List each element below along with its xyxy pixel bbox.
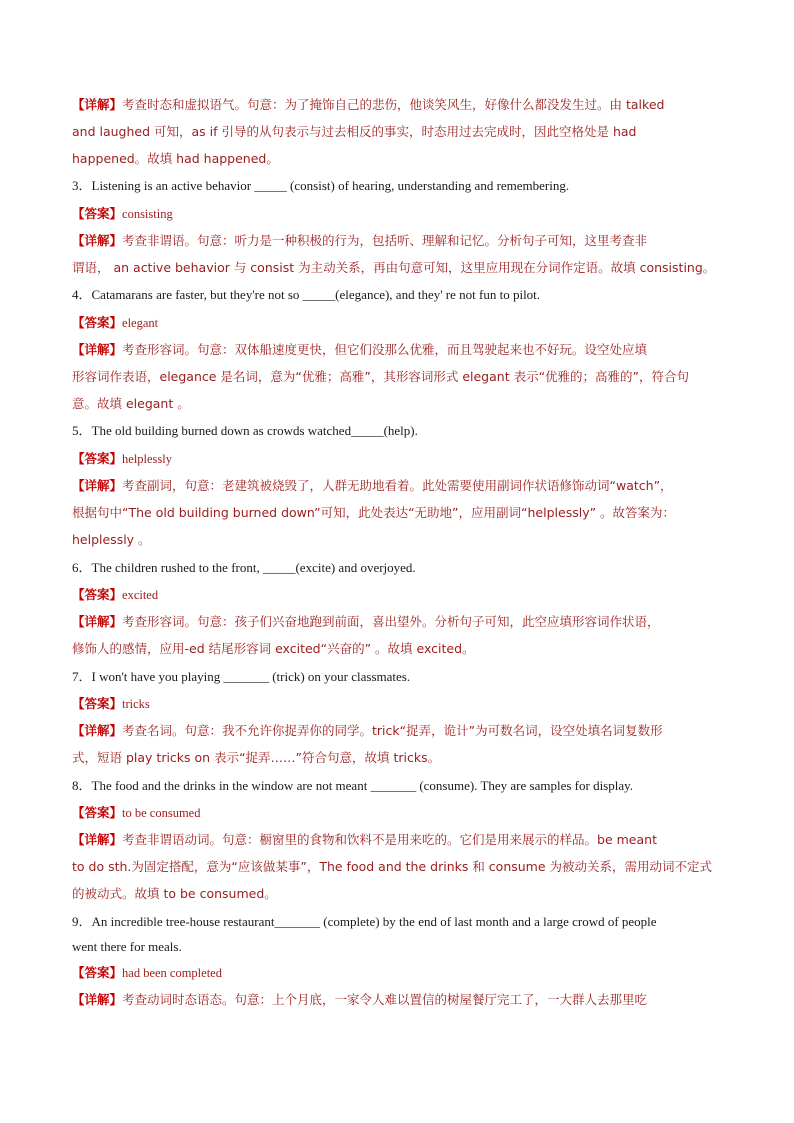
answer-value: to be consumed (122, 806, 201, 820)
answer-line (72, 205, 732, 223)
detail-line: 【详解】考查形容词。句意：孩子们兴奋地跑到前面，喜出望外。分析句子可知，此空应填形容词作状语， (72, 614, 660, 629)
answer-value: excited (122, 588, 159, 602)
question-4: 4．Catamarans are faster, but they're not so _____(elegance), and they' re not fun to pilot. (72, 287, 541, 302)
detail-line: helplessly 。 (72, 532, 151, 547)
detail-line: 谓语， an active behavior 与 consist 为主动关系，再由句意可知，这里应用现在分词作定语。故填 consisting。 (72, 260, 716, 275)
detail-line: 【详解】考查非谓语动词。句意：橱窗里的食物和饮料不是用来吃的。它们是用来展示的样品。be meant (72, 832, 657, 847)
answer-label: 【答案】 (72, 696, 123, 711)
answer-value: tricks (122, 697, 150, 711)
detail-label: 【详解】 (72, 992, 123, 1007)
answer-label: 【答案】 (72, 965, 123, 980)
answer-line (72, 450, 732, 468)
answer-label: 【答案】 (72, 805, 123, 820)
detail-label: 【详解】 (72, 233, 123, 248)
answer-label: 【答案】 (72, 206, 123, 221)
answer-value: elegant (122, 316, 159, 330)
detail-line: and laughed 可知，as if 引导的从句表示与过去相反的事实，时态用过去完成时，因此空格处是 had (72, 124, 637, 139)
detail-line: 的被动式。故填 to be consumed。 (72, 886, 277, 901)
detail-line: happened。故填 had happened。 (72, 151, 279, 166)
question-9-cont: went there for meals. (72, 939, 182, 954)
question-5: 5．The old building burned down as crowds watched_____(help). (72, 423, 418, 438)
detail-line: 修饰人的感情，应用-ed 结尾形容词 excited“兴奋的” 。故填 excited。 (72, 641, 475, 656)
question-6: 6．The children rushed to the front, _____(excite) and overjoyed. (72, 560, 416, 575)
detail-line: 式，短语 play tricks on 表示“捉弄……”符合句意，故填 tricks。 (72, 750, 441, 765)
detail-line: 【详解】考查形容词。句意：双体船速度更快，但它们没那么优雅，而且驾驶起来也不好玩。设空处应填 (72, 342, 648, 357)
question-8: 8．The food and the drinks in the window are not meant _______ (consume). They are samples for display. (72, 778, 634, 793)
answer-label: 【答案】 (72, 315, 123, 330)
question-3: 3．Listening is an active behavior _____ (consist) of hearing, understanding and remembering. (72, 178, 570, 193)
detail-label: 【详解】 (72, 342, 123, 357)
question-9: 9．An incredible tree-house restaurant_______ (complete) by the end of last month and a large crowd of people (72, 914, 657, 929)
answer-line (72, 695, 732, 713)
detail-line: 【详解】考查非谓语。句意：听力是一种积极的行为，包括听、理解和记忆。分析句子可知，这里考查非 (72, 233, 648, 248)
detail-label: 【详解】 (72, 832, 123, 847)
answer-line (72, 964, 732, 982)
detail-label: 【详解】 (72, 614, 123, 629)
detail-line: 形容词作表语，elegance 是名词，意为“优雅；高雅”，其形容词形式 elegant 表示“优雅的；高雅的”，符合句 (72, 369, 690, 384)
detail-label: 【详解】 (72, 97, 123, 112)
detail-line: to do sth.为固定搭配，意为“应该做某事”，The food and the drinks 和 consume 为被动关系，需用动词不定式 (72, 859, 713, 874)
detail-line: 【详解】考查名词。句意：我不允许你捉弄你的同学。trick“捉弄，诡计”为可数名词，设空处填名词复数形 (72, 723, 663, 738)
detail-line: 根据句中“The old building burned down”可知，此处表达“无助地”，应用副词“helplessly” 。故答案为： (72, 505, 676, 520)
answer-label: 【答案】 (72, 587, 123, 602)
detail-line: 【详解】考查副词，句意：老建筑被烧毁了，人群无助地看着。此处需要使用副词作状语修饰动词“watch”， (72, 478, 673, 493)
answer-value: helplessly (122, 452, 173, 466)
detail-line: 【详解】考查动词时态语态。句意：上个月底，一家令人难以置信的树屋餐厅完工了，一大群人去那里吃 (72, 992, 648, 1007)
answer-line (72, 804, 732, 822)
detail-label: 【详解】 (72, 723, 123, 738)
answer-value: consisting (122, 207, 173, 221)
question-7: 7．I won't have you playing _______ (trick) on your classmates. (72, 669, 411, 684)
answer-value: had been completed (122, 966, 222, 980)
detail-line: 【详解】考查时态和虚拟语气。句意：为了掩饰自己的悲伤，他谈笑风生，好像什么都没发生过。由 talked (72, 97, 665, 112)
answer-label: 【答案】 (72, 451, 123, 466)
detail-line: 意。故填 elegant 。 (72, 396, 190, 411)
detail-label: 【详解】 (72, 478, 123, 493)
answer-line (72, 586, 732, 604)
answer-line (72, 314, 732, 332)
